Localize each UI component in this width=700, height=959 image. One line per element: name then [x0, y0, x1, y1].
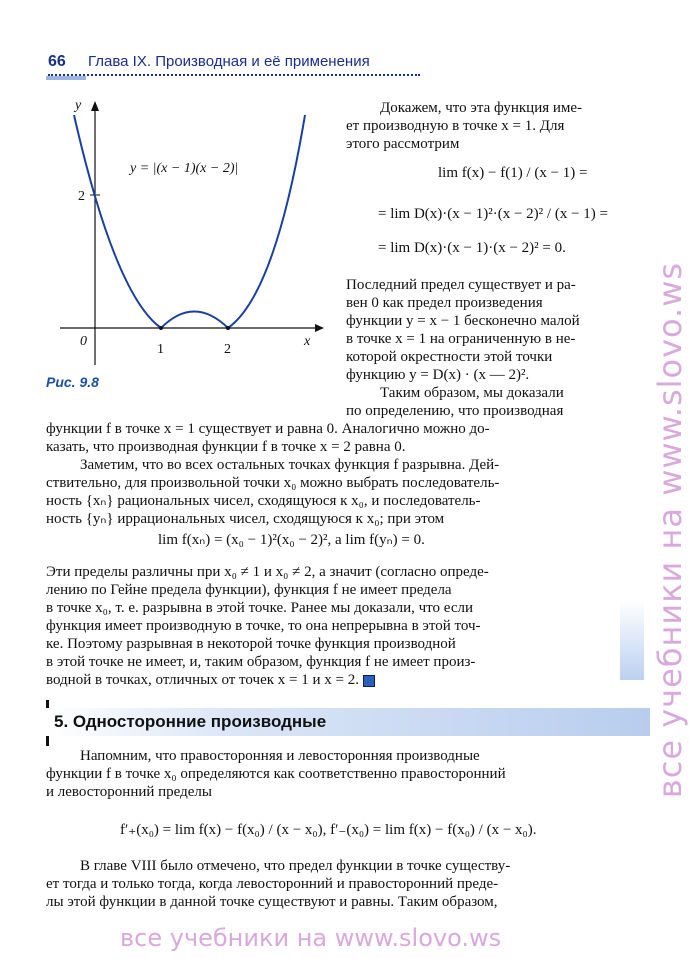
section-title: 5. Односторонние производные	[54, 712, 327, 731]
text-line: функции f в точке x₀ определяются как соответственно правосторонний	[46, 766, 506, 782]
text-line: ет производную в точке x = 1. Для	[346, 118, 565, 134]
text-line: Заметим, что во всех остальных точках функция f разрывна. Дей-	[80, 457, 500, 473]
axis-x-label: x	[304, 334, 311, 349]
watermark-vertical	[640, 130, 700, 930]
origin-label: 0	[80, 334, 87, 349]
text-line: В главе VIII было отмечено, что предел функции в точке существу-	[80, 858, 511, 874]
watermark-bottom: все учебники на www.slovo.ws	[120, 924, 502, 952]
section-header-bar	[46, 708, 650, 736]
text-line: казать, что производная функции f в точке x = 2 равна 0.	[46, 439, 406, 455]
text-line: ствительно, для произвольной точки x₀ можно выбрать последователь-	[46, 475, 500, 491]
text-line: лы этой функции в данной точке существуют и равны. Таким образом,	[46, 894, 498, 910]
text-line: Эти пределы различны при x₀ ≠ 1 и x₀ ≠ 2, а значит (согласно опреде-	[46, 564, 489, 580]
text-line-last	[46, 672, 375, 689]
curve-left-branch	[74, 115, 161, 328]
tick-x1-label: 1	[157, 342, 164, 357]
page-header	[48, 50, 420, 72]
point-x2	[226, 326, 230, 330]
chapter-title: Глава IX. Производная и её применения	[88, 53, 370, 70]
curve-middle-hump	[161, 312, 228, 329]
text-line-content: водной в точках, отличных от точек x = 1 и x = 2.	[46, 672, 359, 688]
figure-caption: Рис. 9.8	[46, 374, 99, 390]
text-line: Последний предел существует и ра-	[346, 277, 576, 293]
curve-right-branch	[228, 115, 305, 328]
header-divider	[48, 74, 420, 76]
text-line: функции f в точке x = 1 существует и равна 0. Аналогично можно до-	[46, 421, 490, 437]
formula-line-3: = lim D(x)·(x − 1)·(x − 2)² = 0.	[378, 240, 566, 256]
text-line: лению по Гейне предела функции), функция f не имеет предела	[46, 582, 452, 598]
x-axis-arrow	[315, 324, 324, 332]
text-line: в этой точке не имеет, и, таким образом, функция f не имеет произ-	[46, 654, 476, 670]
tick-y2-label: 2	[78, 189, 85, 204]
text-line: ке. Поэтому разрывная в некоторой точке функция производной	[46, 636, 456, 652]
one-sided-derivatives-formula: f′₊(x₀) = lim f(x) − f(x₀) / (x − x₀), f′₋(x₀) = lim f(x) − f(x₀) / (x − x₀).	[120, 822, 537, 838]
limits-formula: lim f(xₙ) = (x₀ − 1)²(x₀ − 2)², а lim f(yₙ) = 0.	[158, 532, 425, 548]
text-line: по определению, что производная	[346, 403, 564, 419]
y-axis-arrow	[91, 101, 99, 111]
tick-x2-label: 2	[224, 342, 231, 357]
text-line: функции y = x − 1 бесконечно малой	[346, 313, 580, 329]
text-line: Напомним, что правосторонняя и левосторонняя производные	[80, 748, 480, 764]
point-x1	[159, 326, 163, 330]
text-line: Докажем, что эта функция име-	[380, 100, 583, 116]
watermark-vertical-text: все учебники на www.slovo.ws	[651, 261, 689, 799]
text-line: ет тогда и только тогда, когда левосторонний и правосторонний преде-	[46, 876, 499, 892]
formula-line-2: = lim D(x)·(x − 1)²·(x − 2)² / (x − 1) =	[378, 206, 608, 222]
text-line: в точке x₀, т. е. разрывна в этой точке. Ранее мы доказали, что если	[46, 600, 473, 616]
text-line: которой окрестности этой точки	[346, 349, 553, 365]
text-line: ность {xₙ} рациональных чисел, сходящуюся к x₀, и последователь-	[46, 493, 481, 509]
formula-line-1: lim f(x) − f(1) / (x − 1) =	[438, 165, 588, 181]
text-line: вен 0 как предел произведения	[346, 295, 543, 311]
text-line: функция имеет производную в точке, то она непрерывна в этой точ-	[46, 618, 481, 634]
axis-y-label: y	[75, 98, 82, 113]
text-line: и левосторонний пределы	[46, 784, 212, 800]
function-graph	[60, 95, 330, 375]
end-of-proof-icon	[363, 675, 375, 687]
text-line: функцию y = D(x) · (x — 2)².	[346, 367, 530, 383]
header-accent	[46, 76, 86, 80]
function-formula-label: y = |(x − 1)(x − 2)|	[130, 161, 239, 176]
text-line: этого рассмотрим	[346, 136, 460, 152]
text-line: Таким образом, мы доказали	[380, 385, 564, 401]
text-line: ность {yₙ} иррациональных чисел, сходящуюся к x₀; при этом	[46, 511, 445, 527]
text-line: в точке x = 1 на ограниченную в не-	[346, 331, 576, 347]
page-number: 66	[48, 53, 66, 70]
